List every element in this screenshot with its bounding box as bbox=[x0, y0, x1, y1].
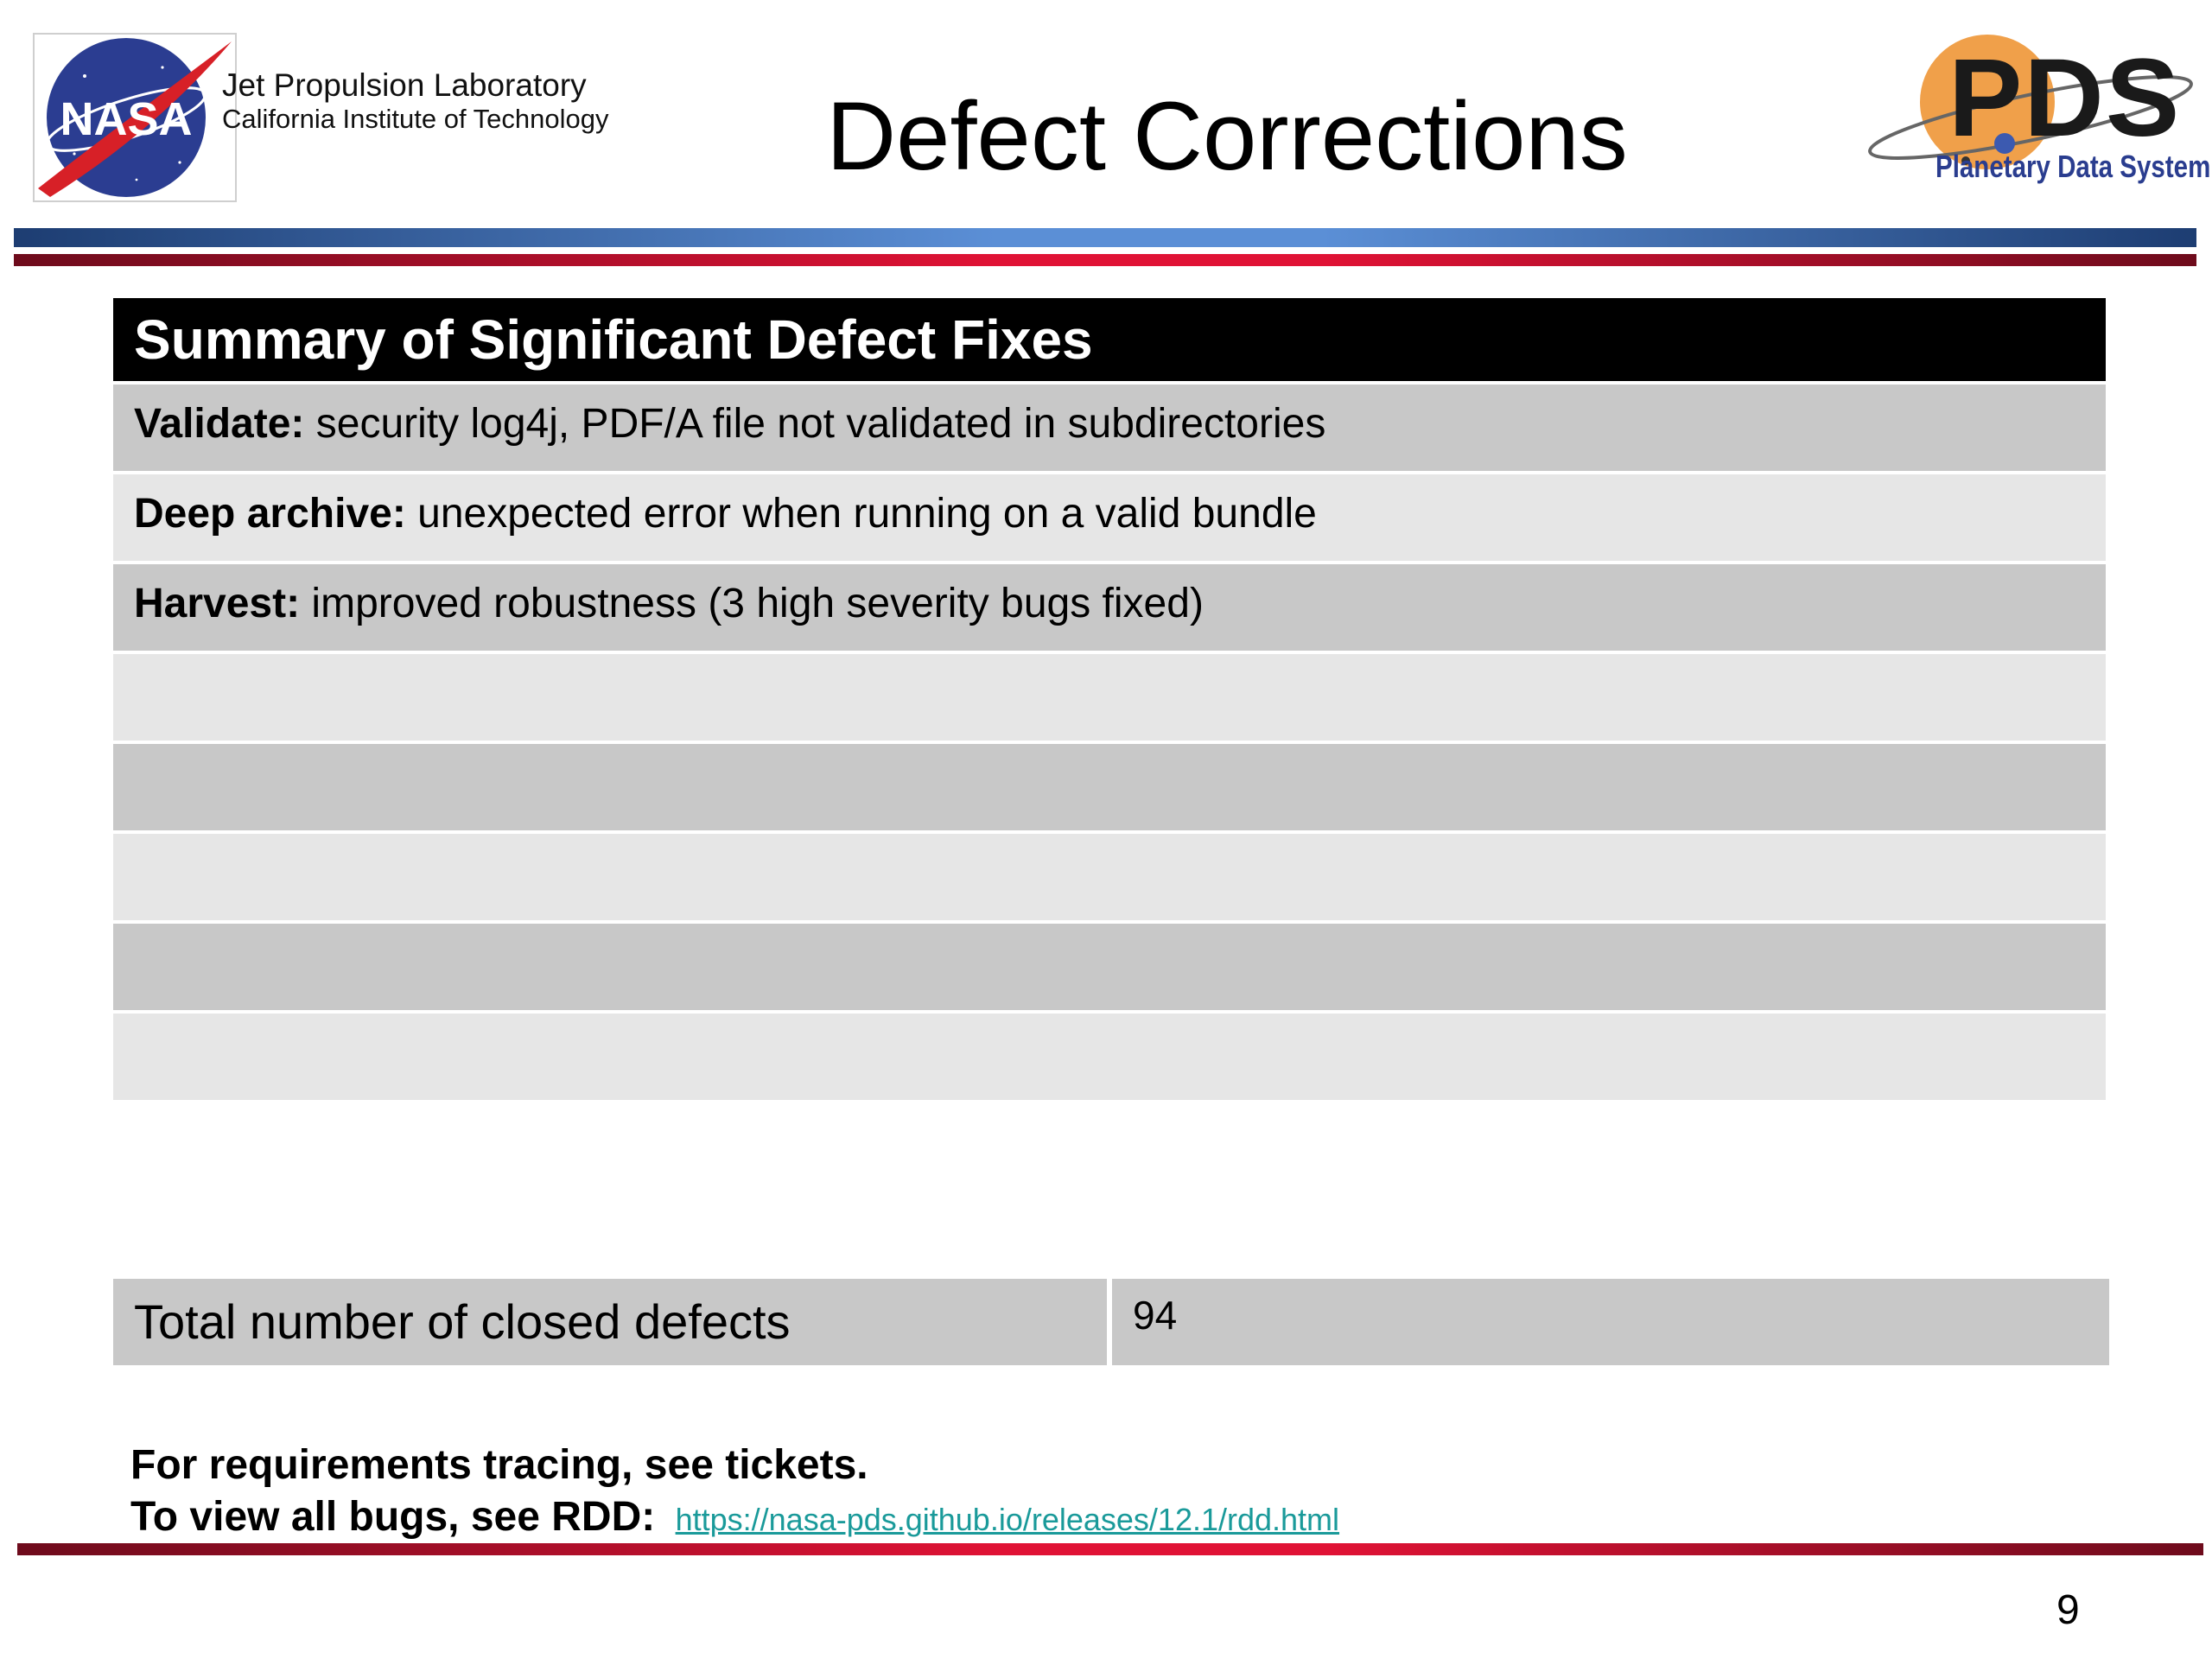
page-title: Defect Corrections bbox=[826, 82, 1628, 190]
row-text: improved robustness (3 high severity bugs fixed) bbox=[300, 581, 1204, 626]
pds-wordmark: PDS bbox=[1948, 36, 2182, 160]
rdd-link[interactable]: https://nasa-pds.github.io/releases/12.1/rdd.html bbox=[675, 1502, 1340, 1537]
rdd-note bbox=[130, 1493, 1339, 1541]
row-text: unexpected error when running on a valid bundle bbox=[405, 491, 1317, 537]
table-row bbox=[113, 834, 2106, 920]
nasa-logo bbox=[33, 33, 237, 202]
pds-logo-subtitle: Planetary Data System bbox=[1936, 149, 2211, 184]
table-row bbox=[113, 474, 2106, 561]
table-row bbox=[113, 924, 2106, 1010]
row-label: Deep archive: bbox=[134, 491, 406, 537]
header-divider-red bbox=[14, 254, 2196, 266]
rdd-note-text: To view all bugs, see RDD: bbox=[130, 1494, 656, 1540]
row-label: Harvest: bbox=[134, 581, 301, 626]
header-divider-blue bbox=[14, 228, 2196, 247]
row-label: Validate: bbox=[134, 401, 305, 447]
page-number: 9 bbox=[2056, 1587, 2080, 1633]
table-row bbox=[113, 1014, 2106, 1100]
total-defects-value: 94 bbox=[1112, 1279, 2109, 1365]
tracing-note: For requirements tracing, see tickets. bbox=[130, 1442, 868, 1488]
closed-defects-table bbox=[113, 1279, 2109, 1365]
org-name: Jet Propulsion Laboratory bbox=[222, 67, 587, 103]
table-row bbox=[113, 744, 2106, 830]
nasa-wordmark: NASA bbox=[60, 93, 193, 145]
total-defects-label: Total number of closed defects bbox=[113, 1279, 1107, 1365]
org-affiliation: California Institute of Technology bbox=[222, 104, 609, 134]
defect-summary-table bbox=[113, 298, 2106, 1100]
footer-divider bbox=[17, 1543, 2203, 1555]
table-row bbox=[113, 385, 2106, 471]
table-header: Summary of Significant Defect Fixes bbox=[113, 298, 2106, 381]
table-row bbox=[113, 654, 2106, 741]
table-row bbox=[113, 564, 2106, 651]
row-text: security log4j, PDF/A file not validated in subdirectories bbox=[304, 401, 1326, 447]
